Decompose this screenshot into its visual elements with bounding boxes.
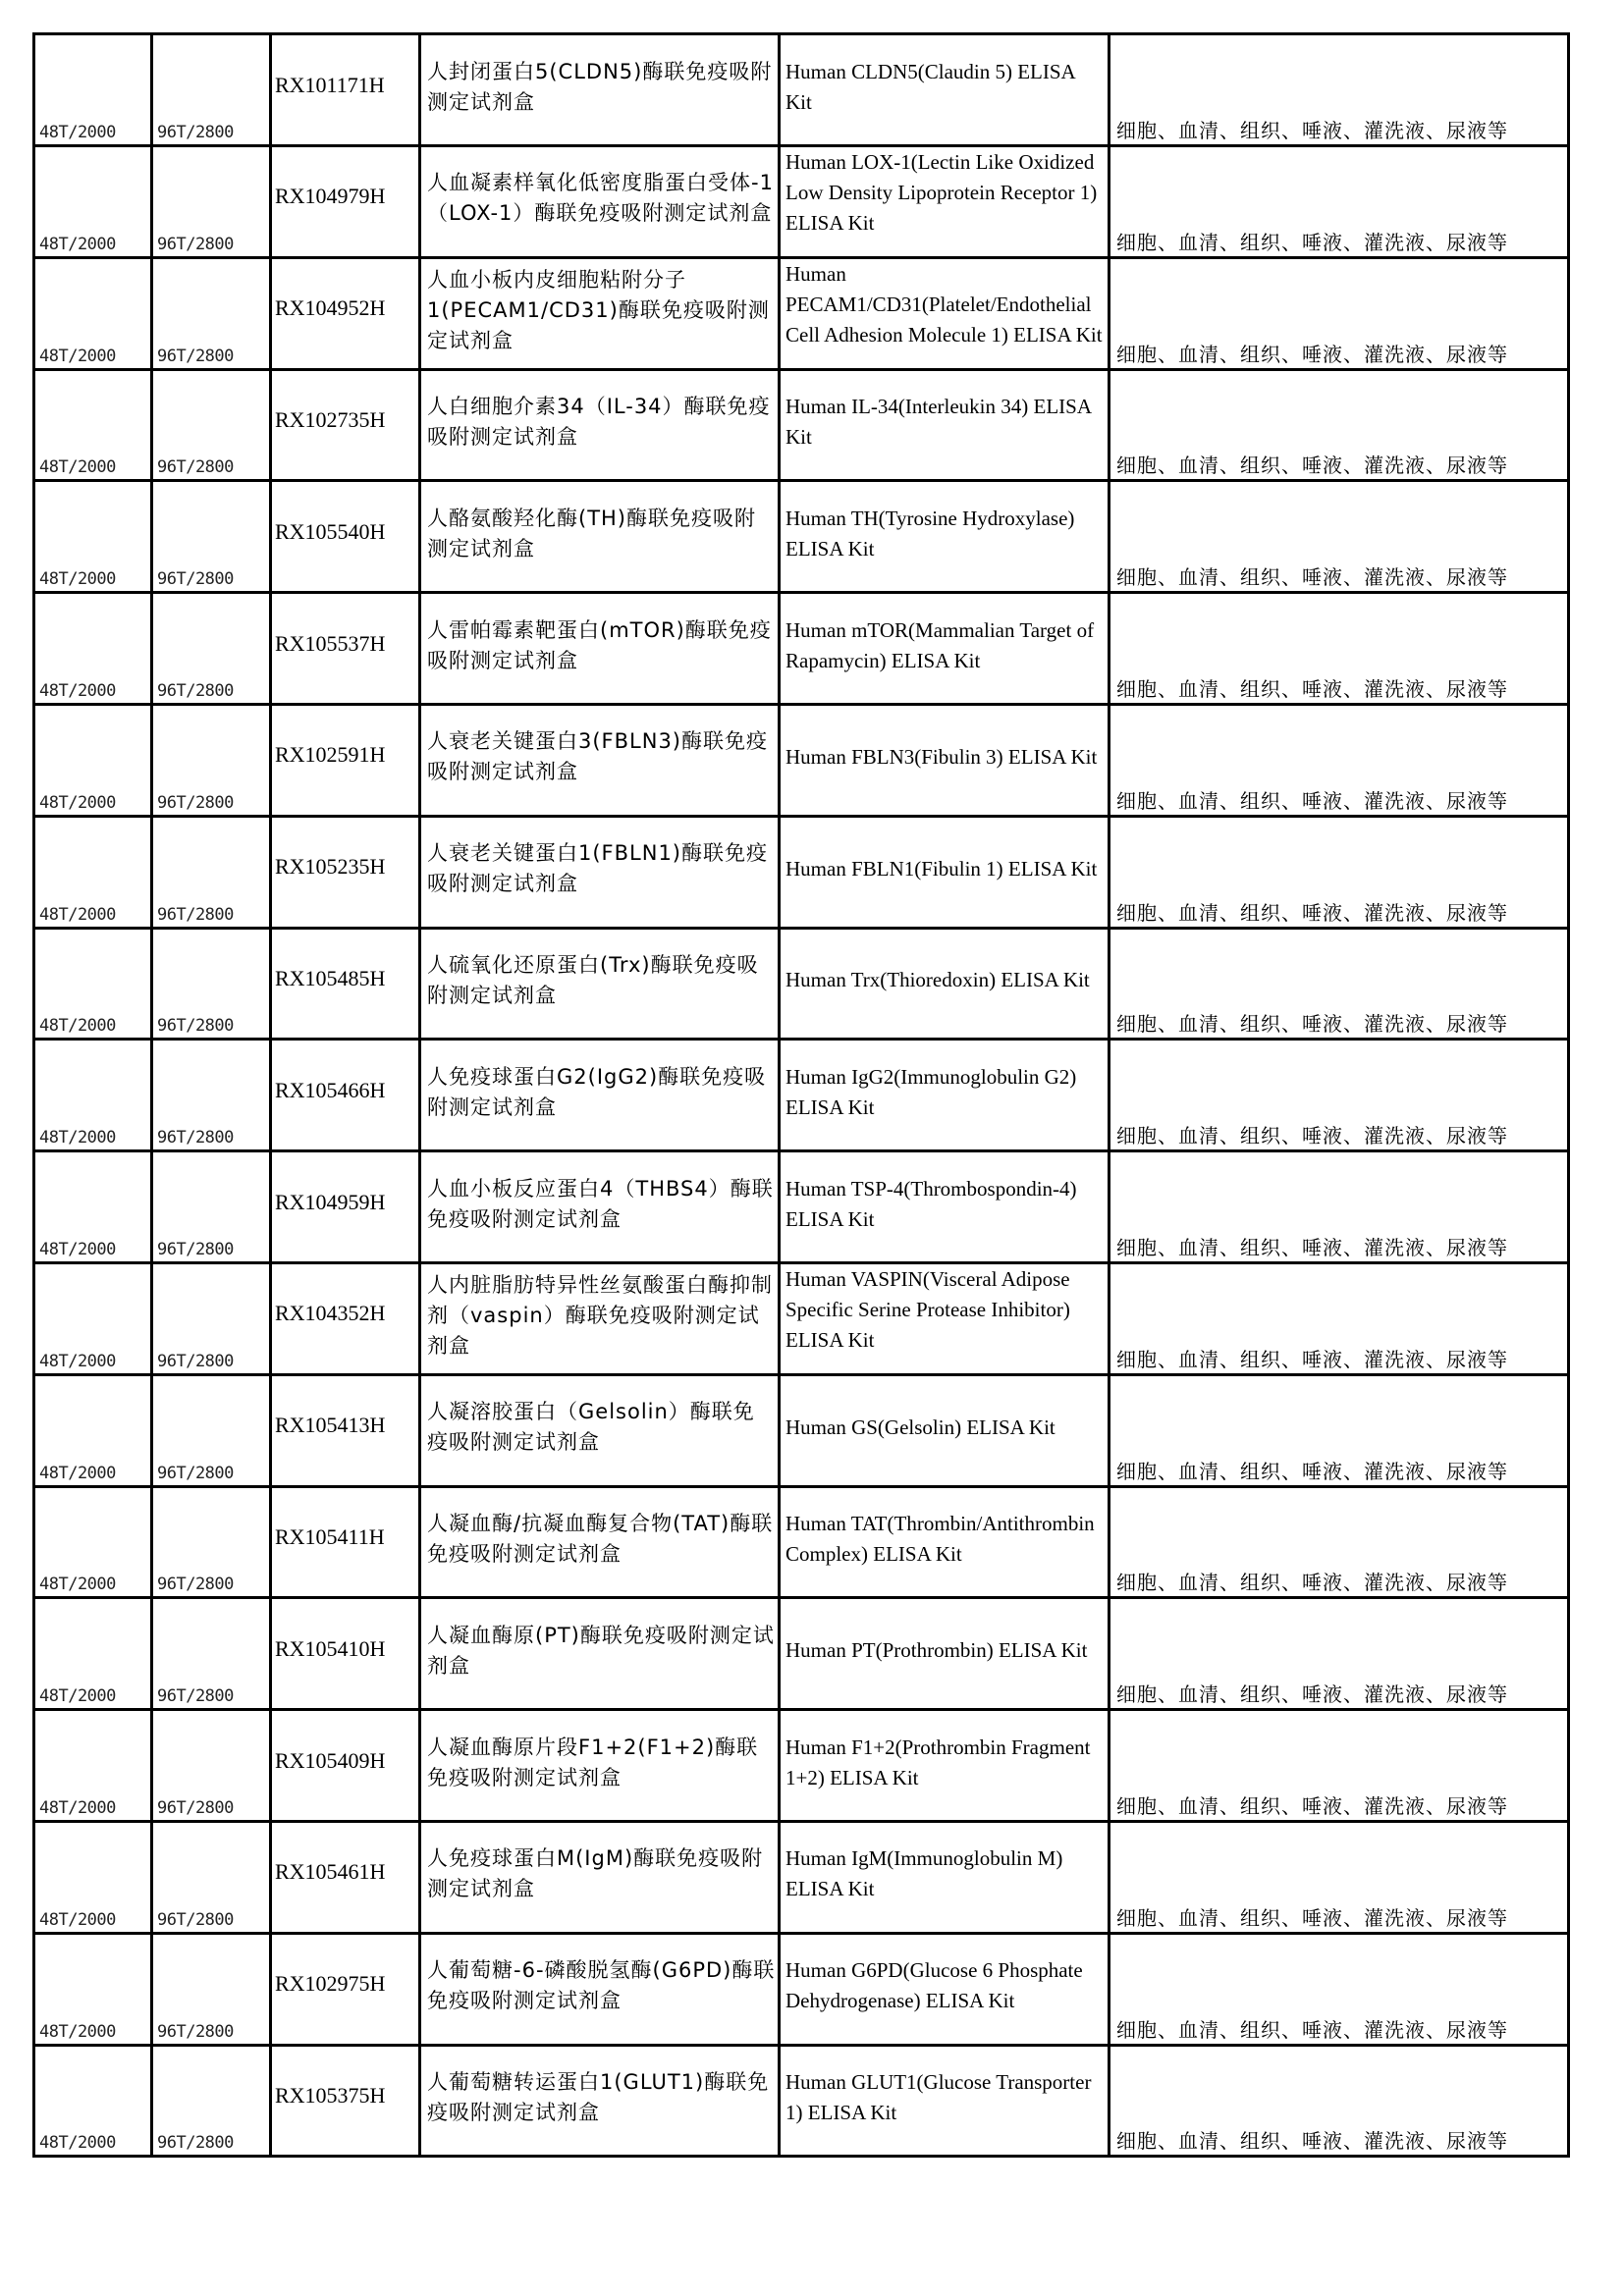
product-name-chinese: 人凝血酶原(PT)酶联免疫吸附测定试剂盒 bbox=[427, 1623, 775, 1678]
product-name-english: Human F1+2(Prothrombin Fragment 1+2) ELISA Kit bbox=[785, 1735, 1091, 1789]
product-code-cell bbox=[269, 1041, 418, 1149]
sample-types: 细胞、血清、组织、唾液、灌洗液、尿液等 bbox=[1116, 1571, 1508, 1595]
chinese-name-cell bbox=[418, 706, 778, 815]
qty-96-price: 96T/2800 bbox=[157, 234, 234, 254]
table-row bbox=[35, 815, 1567, 927]
product-code: RX105411H bbox=[275, 1523, 385, 1549]
sample-types: 细胞、血清、组织、唾液、灌洗液、尿液等 bbox=[1116, 1012, 1508, 1037]
product-name-chinese: 人白细胞介素34（IL-34）酶联免疫吸附测定试剂盒 bbox=[427, 394, 771, 449]
product-code-cell bbox=[269, 706, 418, 815]
table-row bbox=[35, 1485, 1567, 1597]
product-name-chinese: 人血小板内皮细胞粘附分子1(PECAM1/CD31)酶联免疫吸附测定试剂盒 bbox=[427, 267, 770, 352]
qty-96-price: 96T/2800 bbox=[157, 1351, 234, 1371]
product-code-cell bbox=[269, 371, 418, 480]
chinese-name-cell bbox=[418, 1599, 778, 1708]
table-row bbox=[35, 1261, 1567, 1373]
sample-types-cell bbox=[1108, 1823, 1567, 1932]
product-code: RX105235H bbox=[275, 854, 386, 880]
qty-96-price: 96T/2800 bbox=[157, 123, 234, 142]
english-name-cell bbox=[778, 594, 1108, 703]
qty-96-price: 96T/2800 bbox=[157, 2021, 234, 2042]
table-row bbox=[35, 1149, 1567, 1261]
qty-48-price: 48T/2000 bbox=[39, 346, 116, 366]
product-name-english: Human FBLN3(Fibulin 3) ELISA Kit bbox=[785, 744, 1098, 769]
sample-types-cell bbox=[1108, 482, 1567, 591]
chinese-name-cell bbox=[418, 818, 778, 927]
product-table bbox=[32, 32, 1570, 2158]
qty-48-price: 48T/2000 bbox=[39, 457, 116, 478]
qty-96-cell bbox=[150, 1488, 269, 1597]
qty-48-cell bbox=[35, 706, 150, 815]
table-row bbox=[35, 1932, 1567, 2044]
sample-types: 细胞、血清、组织、唾液、灌洗液、尿液等 bbox=[1116, 1235, 1508, 1259]
qty-96-price: 96T/2800 bbox=[157, 1128, 234, 1148]
product-code-cell bbox=[269, 1152, 418, 1261]
qty-48-price: 48T/2000 bbox=[39, 680, 116, 701]
qty-96-cell bbox=[150, 1935, 269, 2044]
product-name-english: Human VASPIN(Visceral Adipose Specific Serine Protease Inhibitor) ELISA Kit bbox=[785, 1266, 1070, 1352]
qty-48-cell bbox=[35, 1823, 150, 1932]
english-name-cell bbox=[778, 818, 1108, 927]
qty-96-cell bbox=[150, 706, 269, 815]
product-code-cell bbox=[269, 259, 418, 368]
qty-48-price: 48T/2000 bbox=[39, 904, 116, 925]
english-name-cell bbox=[778, 1264, 1108, 1373]
qty-48-price: 48T/2000 bbox=[39, 569, 116, 590]
chinese-name-cell bbox=[418, 1935, 778, 2044]
product-code: RX104959H bbox=[275, 1189, 386, 1214]
english-name-cell bbox=[778, 706, 1108, 815]
sample-types: 细胞、血清、组织、唾液、灌洗液、尿液等 bbox=[1116, 565, 1508, 590]
product-code-cell bbox=[269, 35, 418, 144]
product-name-chinese: 人内脏脂肪特异性丝氨酸蛋白酶抑制剂（vaspin）酶联免疫吸附测定试剂盒 bbox=[427, 1272, 773, 1358]
qty-96-price: 96T/2800 bbox=[157, 792, 234, 813]
table-row bbox=[35, 703, 1567, 815]
table-row bbox=[35, 1820, 1567, 1932]
product-name-english: Human G6PD(Glucose 6 Phosphate Dehydrogenase) ELISA Kit bbox=[785, 1958, 1083, 2013]
product-code-cell bbox=[269, 2047, 418, 2156]
chinese-name-cell bbox=[418, 259, 778, 368]
sample-types: 细胞、血清、组织、唾液、灌洗液、尿液等 bbox=[1116, 900, 1508, 925]
qty-96-cell bbox=[150, 35, 269, 144]
sample-types-cell bbox=[1108, 930, 1567, 1039]
product-code: RX105485H bbox=[275, 965, 386, 990]
english-name-cell bbox=[778, 1599, 1108, 1708]
sample-types-cell bbox=[1108, 1152, 1567, 1261]
qty-48-cell bbox=[35, 147, 150, 256]
sample-types: 细胞、血清、组织、唾液、灌洗液、尿液等 bbox=[1116, 119, 1508, 142]
table-row bbox=[35, 256, 1567, 368]
table-row bbox=[35, 1596, 1567, 1708]
chinese-name-cell bbox=[418, 1264, 778, 1373]
sample-types: 细胞、血清、组织、唾液、灌洗液、尿液等 bbox=[1116, 2129, 1508, 2154]
product-code: RX102735H bbox=[275, 406, 386, 432]
qty-48-price: 48T/2000 bbox=[39, 1463, 116, 1483]
table-row bbox=[35, 591, 1567, 703]
product-code: RX105461H bbox=[275, 1859, 386, 1885]
product-name-chinese: 人血凝素样氧化低密度脂蛋白受体-1（LOX-1）酶联免疫吸附测定试剂盒 bbox=[427, 171, 774, 226]
qty-48-cell bbox=[35, 35, 150, 144]
table-row bbox=[35, 144, 1567, 256]
qty-48-cell bbox=[35, 1376, 150, 1485]
sample-types: 细胞、血清、组织、唾液、灌洗液、尿液等 bbox=[1116, 2017, 1508, 2042]
product-name-english: Human PT(Prothrombin) ELISA Kit bbox=[785, 1638, 1088, 1663]
product-name-chinese: 人葡萄糖-6-磷酸脱氢酶(G6PD)酶联免疫吸附测定试剂盒 bbox=[427, 1958, 776, 2013]
qty-48-price: 48T/2000 bbox=[39, 1797, 116, 1818]
qty-96-cell bbox=[150, 594, 269, 703]
sample-types: 细胞、血清、组织、唾液、灌洗液、尿液等 bbox=[1116, 1347, 1508, 1371]
qty-48-price: 48T/2000 bbox=[39, 1686, 116, 1707]
english-name-cell bbox=[778, 1823, 1108, 1932]
table-row bbox=[35, 479, 1567, 591]
product-code-cell bbox=[269, 482, 418, 591]
qty-48-price: 48T/2000 bbox=[39, 1575, 116, 1595]
qty-48-cell bbox=[35, 1041, 150, 1149]
product-name-english: Human IL-34(Interleukin 34) ELISA Kit bbox=[785, 394, 1091, 449]
qty-48-price: 48T/2000 bbox=[39, 1909, 116, 1930]
sample-types: 细胞、血清、组织、唾液、灌洗液、尿液等 bbox=[1116, 1905, 1508, 1930]
chinese-name-cell bbox=[418, 147, 778, 256]
chinese-name-cell bbox=[418, 371, 778, 480]
qty-48-cell bbox=[35, 1152, 150, 1261]
product-name-english: Human mTOR(Mammalian Target of Rapamycin) ELISA Kit bbox=[785, 617, 1095, 672]
product-name-english: Human GLUT1(Glucose Transporter 1) ELISA Kit bbox=[785, 2069, 1092, 2124]
qty-48-cell bbox=[35, 1711, 150, 1820]
qty-96-price: 96T/2800 bbox=[157, 1686, 234, 1707]
chinese-name-cell bbox=[418, 1041, 778, 1149]
product-name-english: Human IgG2(Immunoglobulin G2) ELISA Kit bbox=[785, 1064, 1077, 1119]
english-name-cell bbox=[778, 147, 1108, 256]
table-row bbox=[35, 927, 1567, 1039]
qty-96-cell bbox=[150, 1041, 269, 1149]
product-name-chinese: 人衰老关键蛋白1(FBLN1)酶联免疫吸附测定试剂盒 bbox=[427, 841, 769, 896]
product-name-english: Human Trx(Thioredoxin) ELISA Kit bbox=[785, 968, 1090, 992]
qty-96-cell bbox=[150, 147, 269, 256]
qty-96-price: 96T/2800 bbox=[157, 904, 234, 925]
product-name-chinese: 人凝溶胶蛋白（Gelsolin）酶联免疫吸附测定试剂盒 bbox=[427, 1400, 755, 1455]
qty-96-price: 96T/2800 bbox=[157, 1797, 234, 1818]
qty-96-price: 96T/2800 bbox=[157, 1463, 234, 1483]
qty-48-cell bbox=[35, 594, 150, 703]
english-name-cell bbox=[778, 1152, 1108, 1261]
product-name-chinese: 人免疫球蛋白M(IgM)酶联免疫吸附测定试剂盒 bbox=[427, 1846, 764, 1901]
english-name-cell bbox=[778, 1041, 1108, 1149]
table-row bbox=[35, 35, 1567, 144]
sample-types: 细胞、血清、组织、唾液、灌洗液、尿液等 bbox=[1116, 342, 1508, 366]
english-name-cell bbox=[778, 371, 1108, 480]
product-name-chinese: 人葡萄糖转运蛋白1(GLUT1)酶联免疫吸附测定试剂盒 bbox=[427, 2069, 770, 2124]
sample-types-cell bbox=[1108, 818, 1567, 927]
sample-types: 细胞、血清、组织、唾液、灌洗液、尿液等 bbox=[1116, 1682, 1508, 1707]
product-name-english: Human PECAM1/CD31(Platelet/Endothelial Cell Adhesion Molecule 1) ELISA Kit bbox=[785, 261, 1103, 347]
sample-types: 细胞、血清、组织、唾液、灌洗液、尿液等 bbox=[1116, 454, 1508, 478]
chinese-name-cell bbox=[418, 1823, 778, 1932]
product-code-cell bbox=[269, 1488, 418, 1597]
chinese-name-cell bbox=[418, 482, 778, 591]
qty-48-price: 48T/2000 bbox=[39, 2133, 116, 2154]
product-code: RX105413H bbox=[275, 1413, 386, 1438]
qty-48-cell bbox=[35, 259, 150, 368]
sample-types: 细胞、血清、组织、唾液、灌洗液、尿液等 bbox=[1116, 230, 1508, 254]
product-name-chinese: 人血小板反应蛋白4（THBS4）酶联免疫吸附测定试剂盒 bbox=[427, 1176, 774, 1231]
product-code: RX101171H bbox=[275, 72, 385, 97]
product-name-english: Human TAT(Thrombin/Antithrombin Complex) ELISA Kit bbox=[785, 1511, 1095, 1566]
product-name-chinese: 人凝血酶原片段F1+2(F1+2)酶联免疫吸附测定试剂盒 bbox=[427, 1735, 759, 1789]
product-code-cell bbox=[269, 594, 418, 703]
product-name-english: Human LOX-1(Lectin Like Oxidized Low Density Lipoprotein Receptor 1) ELISA Kit bbox=[785, 150, 1098, 235]
qty-96-cell bbox=[150, 2047, 269, 2156]
sample-types-cell bbox=[1108, 1599, 1567, 1708]
sample-types-cell bbox=[1108, 371, 1567, 480]
qty-96-cell bbox=[150, 818, 269, 927]
qty-96-cell bbox=[150, 1264, 269, 1373]
table-row bbox=[35, 1373, 1567, 1485]
qty-96-cell bbox=[150, 1152, 269, 1261]
english-name-cell bbox=[778, 1935, 1108, 2044]
qty-96-cell bbox=[150, 1376, 269, 1485]
qty-96-cell bbox=[150, 1711, 269, 1820]
qty-48-cell bbox=[35, 482, 150, 591]
qty-48-price: 48T/2000 bbox=[39, 1016, 116, 1037]
product-name-chinese: 人硫氧化还原蛋白(Trx)酶联免疫吸附测定试剂盒 bbox=[427, 952, 759, 1007]
product-name-english: Human TH(Tyrosine Hydroxylase) ELISA Kit bbox=[785, 506, 1075, 561]
product-name-chinese: 人雷帕霉素靶蛋白(mTOR)酶联免疫吸附测定试剂盒 bbox=[427, 617, 772, 672]
product-name-chinese: 人衰老关键蛋白3(FBLN3)酶联免疫吸附测定试剂盒 bbox=[427, 729, 769, 784]
qty-96-price: 96T/2800 bbox=[157, 1909, 234, 1930]
qty-48-price: 48T/2000 bbox=[39, 1239, 116, 1259]
product-code-cell bbox=[269, 930, 418, 1039]
qty-48-cell bbox=[35, 1599, 150, 1708]
sample-types-cell bbox=[1108, 1264, 1567, 1373]
product-code: RX104352H bbox=[275, 1301, 386, 1326]
product-code-cell bbox=[269, 1376, 418, 1485]
english-name-cell bbox=[778, 482, 1108, 591]
english-name-cell bbox=[778, 1488, 1108, 1597]
product-name-english: Human TSP-4(Thrombospondin-4) ELISA Kit bbox=[785, 1176, 1077, 1231]
sample-types: 细胞、血清、组织、唾液、灌洗液、尿液等 bbox=[1116, 1459, 1508, 1483]
qty-48-price: 48T/2000 bbox=[39, 1351, 116, 1371]
sample-types: 细胞、血清、组织、唾液、灌洗液、尿液等 bbox=[1116, 676, 1508, 701]
chinese-name-cell bbox=[418, 1711, 778, 1820]
qty-48-price: 48T/2000 bbox=[39, 123, 116, 142]
product-code: RX105537H bbox=[275, 630, 386, 656]
qty-48-cell bbox=[35, 371, 150, 480]
qty-48-cell bbox=[35, 2047, 150, 2156]
qty-96-cell bbox=[150, 930, 269, 1039]
product-code-cell bbox=[269, 1711, 418, 1820]
qty-96-price: 96T/2800 bbox=[157, 1575, 234, 1595]
product-code: RX102975H bbox=[275, 1971, 386, 1997]
english-name-cell bbox=[778, 1376, 1108, 1485]
table-row bbox=[35, 1708, 1567, 1820]
chinese-name-cell bbox=[418, 1376, 778, 1485]
chinese-name-cell bbox=[418, 594, 778, 703]
product-code: RX105409H bbox=[275, 1747, 386, 1773]
qty-48-price: 48T/2000 bbox=[39, 234, 116, 254]
sample-types-cell bbox=[1108, 1488, 1567, 1597]
sample-types-cell bbox=[1108, 1935, 1567, 2044]
english-name-cell bbox=[778, 930, 1108, 1039]
product-code: RX102591H bbox=[275, 742, 386, 768]
product-code: RX105375H bbox=[275, 2082, 386, 2108]
qty-96-price: 96T/2800 bbox=[157, 569, 234, 590]
sample-types-cell bbox=[1108, 1711, 1567, 1820]
product-code: RX105466H bbox=[275, 1077, 386, 1102]
product-code-cell bbox=[269, 1935, 418, 2044]
sample-types-cell bbox=[1108, 2047, 1567, 2156]
qty-48-price: 48T/2000 bbox=[39, 2021, 116, 2042]
english-name-cell bbox=[778, 1711, 1108, 1820]
chinese-name-cell bbox=[418, 35, 778, 144]
product-code-cell bbox=[269, 818, 418, 927]
qty-96-cell bbox=[150, 259, 269, 368]
sample-types-cell bbox=[1108, 1376, 1567, 1485]
product-code: RX104979H bbox=[275, 184, 386, 209]
qty-48-cell bbox=[35, 818, 150, 927]
qty-96-price: 96T/2800 bbox=[157, 680, 234, 701]
qty-48-price: 48T/2000 bbox=[39, 792, 116, 813]
qty-96-cell bbox=[150, 482, 269, 591]
sample-types-cell bbox=[1108, 35, 1567, 144]
chinese-name-cell bbox=[418, 2047, 778, 2156]
qty-48-cell bbox=[35, 1264, 150, 1373]
product-name-chinese: 人凝血酶/抗凝血酶复合物(TAT)酶联免疫吸附测定试剂盒 bbox=[427, 1511, 774, 1566]
qty-96-price: 96T/2800 bbox=[157, 1239, 234, 1259]
qty-96-price: 96T/2800 bbox=[157, 1016, 234, 1037]
product-code-cell bbox=[269, 147, 418, 256]
product-code: RX104952H bbox=[275, 295, 386, 321]
sample-types: 细胞、血清、组织、唾液、灌洗液、尿液等 bbox=[1116, 1793, 1508, 1818]
product-name-chinese: 人免疫球蛋白G2(IgG2)酶联免疫吸附测定试剂盒 bbox=[427, 1064, 767, 1119]
product-name-chinese: 人封闭蛋白5(CLDN5)酶联免疫吸附测定试剂盒 bbox=[427, 59, 773, 114]
sample-types-cell bbox=[1108, 147, 1567, 256]
sample-types: 细胞、血清、组织、唾液、灌洗液、尿液等 bbox=[1116, 788, 1508, 813]
product-name-english: Human IgM(Immunoglobulin M) ELISA Kit bbox=[785, 1846, 1063, 1901]
qty-96-cell bbox=[150, 1599, 269, 1708]
qty-96-price: 96T/2800 bbox=[157, 346, 234, 366]
product-code-cell bbox=[269, 1599, 418, 1708]
qty-48-price: 48T/2000 bbox=[39, 1128, 116, 1148]
product-name-english: Human FBLN1(Fibulin 1) ELISA Kit bbox=[785, 856, 1098, 881]
product-code-cell bbox=[269, 1823, 418, 1932]
product-name-chinese: 人酪氨酸羟化酶(TH)酶联免疫吸附测定试剂盒 bbox=[427, 506, 757, 561]
sample-types-cell bbox=[1108, 259, 1567, 368]
english-name-cell bbox=[778, 35, 1108, 144]
product-code-cell bbox=[269, 1264, 418, 1373]
qty-96-cell bbox=[150, 1823, 269, 1932]
chinese-name-cell bbox=[418, 1152, 778, 1261]
table-row bbox=[35, 368, 1567, 480]
english-name-cell bbox=[778, 259, 1108, 368]
chinese-name-cell bbox=[418, 1488, 778, 1597]
table-row bbox=[35, 1038, 1567, 1149]
qty-48-cell bbox=[35, 1488, 150, 1597]
qty-96-price: 96T/2800 bbox=[157, 2133, 234, 2154]
sample-types-cell bbox=[1108, 706, 1567, 815]
product-name-english: Human GS(Gelsolin) ELISA Kit bbox=[785, 1415, 1056, 1439]
qty-96-cell bbox=[150, 371, 269, 480]
english-name-cell bbox=[778, 2047, 1108, 2156]
qty-48-cell bbox=[35, 930, 150, 1039]
product-name-english: Human CLDN5(Claudin 5) ELISA Kit bbox=[785, 59, 1075, 114]
chinese-name-cell bbox=[418, 930, 778, 1039]
product-code: RX105540H bbox=[275, 518, 386, 544]
sample-types-cell bbox=[1108, 594, 1567, 703]
sample-types-cell bbox=[1108, 1041, 1567, 1149]
product-code: RX105410H bbox=[275, 1635, 386, 1661]
sample-types: 细胞、血清、组织、唾液、灌洗液、尿液等 bbox=[1116, 1124, 1508, 1148]
qty-48-cell bbox=[35, 1935, 150, 2044]
qty-96-price: 96T/2800 bbox=[157, 457, 234, 478]
table-row bbox=[35, 2044, 1567, 2156]
